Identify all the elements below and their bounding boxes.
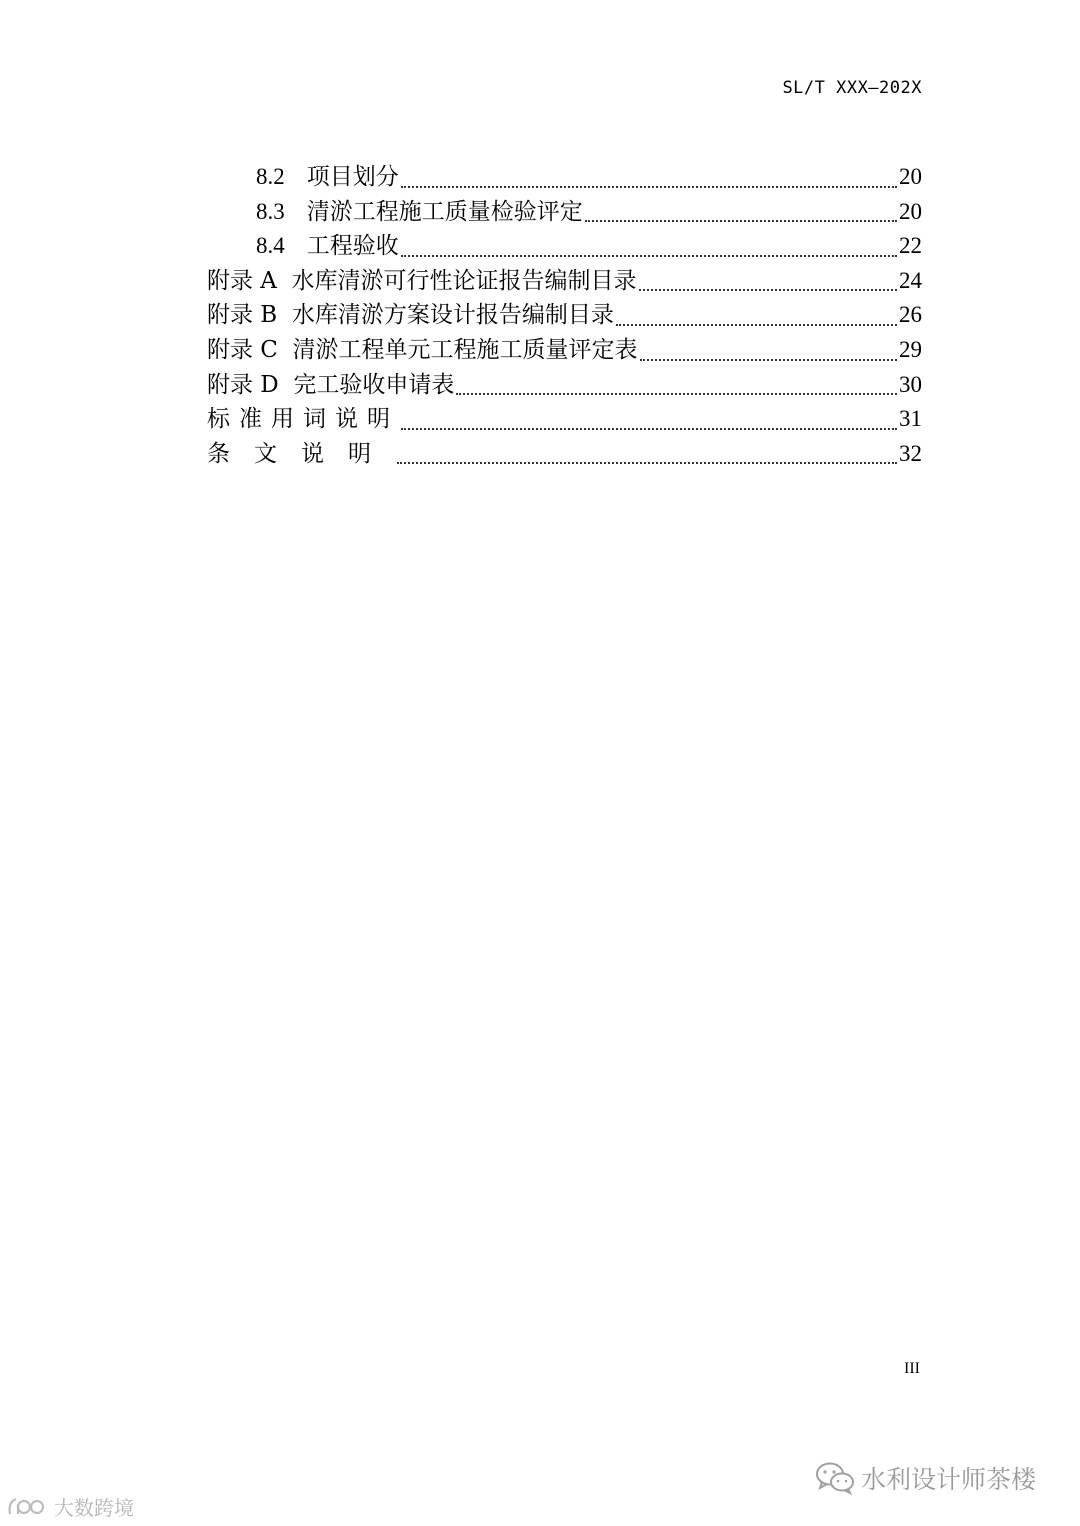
dot-leader [616,324,897,326]
dot-leader [639,289,897,291]
toc-entry[interactable] [207,160,922,195]
dot-leader [397,462,897,464]
wechat-icon [815,1461,855,1495]
toc-entry-title: 标准用词说明 [207,406,399,433]
toc-entry[interactable] [207,264,922,299]
toc-entry-page: 20 [899,198,922,224]
toc-entry-text: 项目划分 [306,164,399,190]
toc-entry-title: 附录 B 水库清淤方案设计报告编制目录 [207,302,614,329]
watermark-right [815,1460,1036,1496]
toc-entry[interactable] [207,298,922,333]
toc-entry[interactable] [207,437,922,472]
document-code: SL/T XXX—202X [782,78,922,98]
toc-entry-number: 8.3 [256,198,285,224]
watermark-left-text: 大数跨境 [54,1496,134,1520]
toc-entry-title [256,160,399,194]
brand-logo-icon [6,1494,50,1520]
toc-entry-number: 8.4 [256,233,285,259]
toc-entry[interactable] [207,333,922,368]
toc-entry-number: 8.2 [256,164,285,189]
toc-entry-page: 32 [899,440,922,466]
page-number: III [904,1360,920,1377]
toc-entry-page: 20 [899,164,922,189]
toc-entry-page: 26 [899,302,922,328]
toc-entry-page: 29 [899,336,922,362]
toc-entry-title [256,195,583,229]
watermark-right-text: 水利设计师茶楼 [861,1465,1037,1494]
toc-entry[interactable] [207,402,922,437]
toc-entry-title: 条文说明 [207,440,395,467]
toc-entry-page: 30 [899,371,922,397]
table-of-contents [207,160,922,471]
toc-entry-title: 附录 D 完工验收申请表 [207,371,455,398]
dot-leader [401,428,897,430]
dot-leader [640,359,897,361]
toc-entry[interactable] [207,195,922,230]
toc-entry-text: 清淤工程施工质量检验评定 [306,198,583,225]
dot-leader [401,186,897,188]
toc-entry-text: 工程验收 [306,233,399,260]
toc-entry-title: 附录 A 水库清淤可行性论证报告编制目录 [207,267,637,294]
dot-leader [585,220,897,222]
dot-leader [456,393,897,395]
toc-entry[interactable] [207,229,922,264]
toc-entry-page: 22 [899,233,922,259]
toc-entry[interactable] [207,368,922,403]
toc-entry-title [256,229,399,263]
toc-entry-page: 24 [899,267,922,293]
dot-leader [401,255,897,257]
toc-entry-page: 31 [899,406,922,432]
toc-entry-title: 附录 C 清淤工程单元工程施工质量评定表 [207,336,638,363]
watermark-left [6,1492,134,1521]
